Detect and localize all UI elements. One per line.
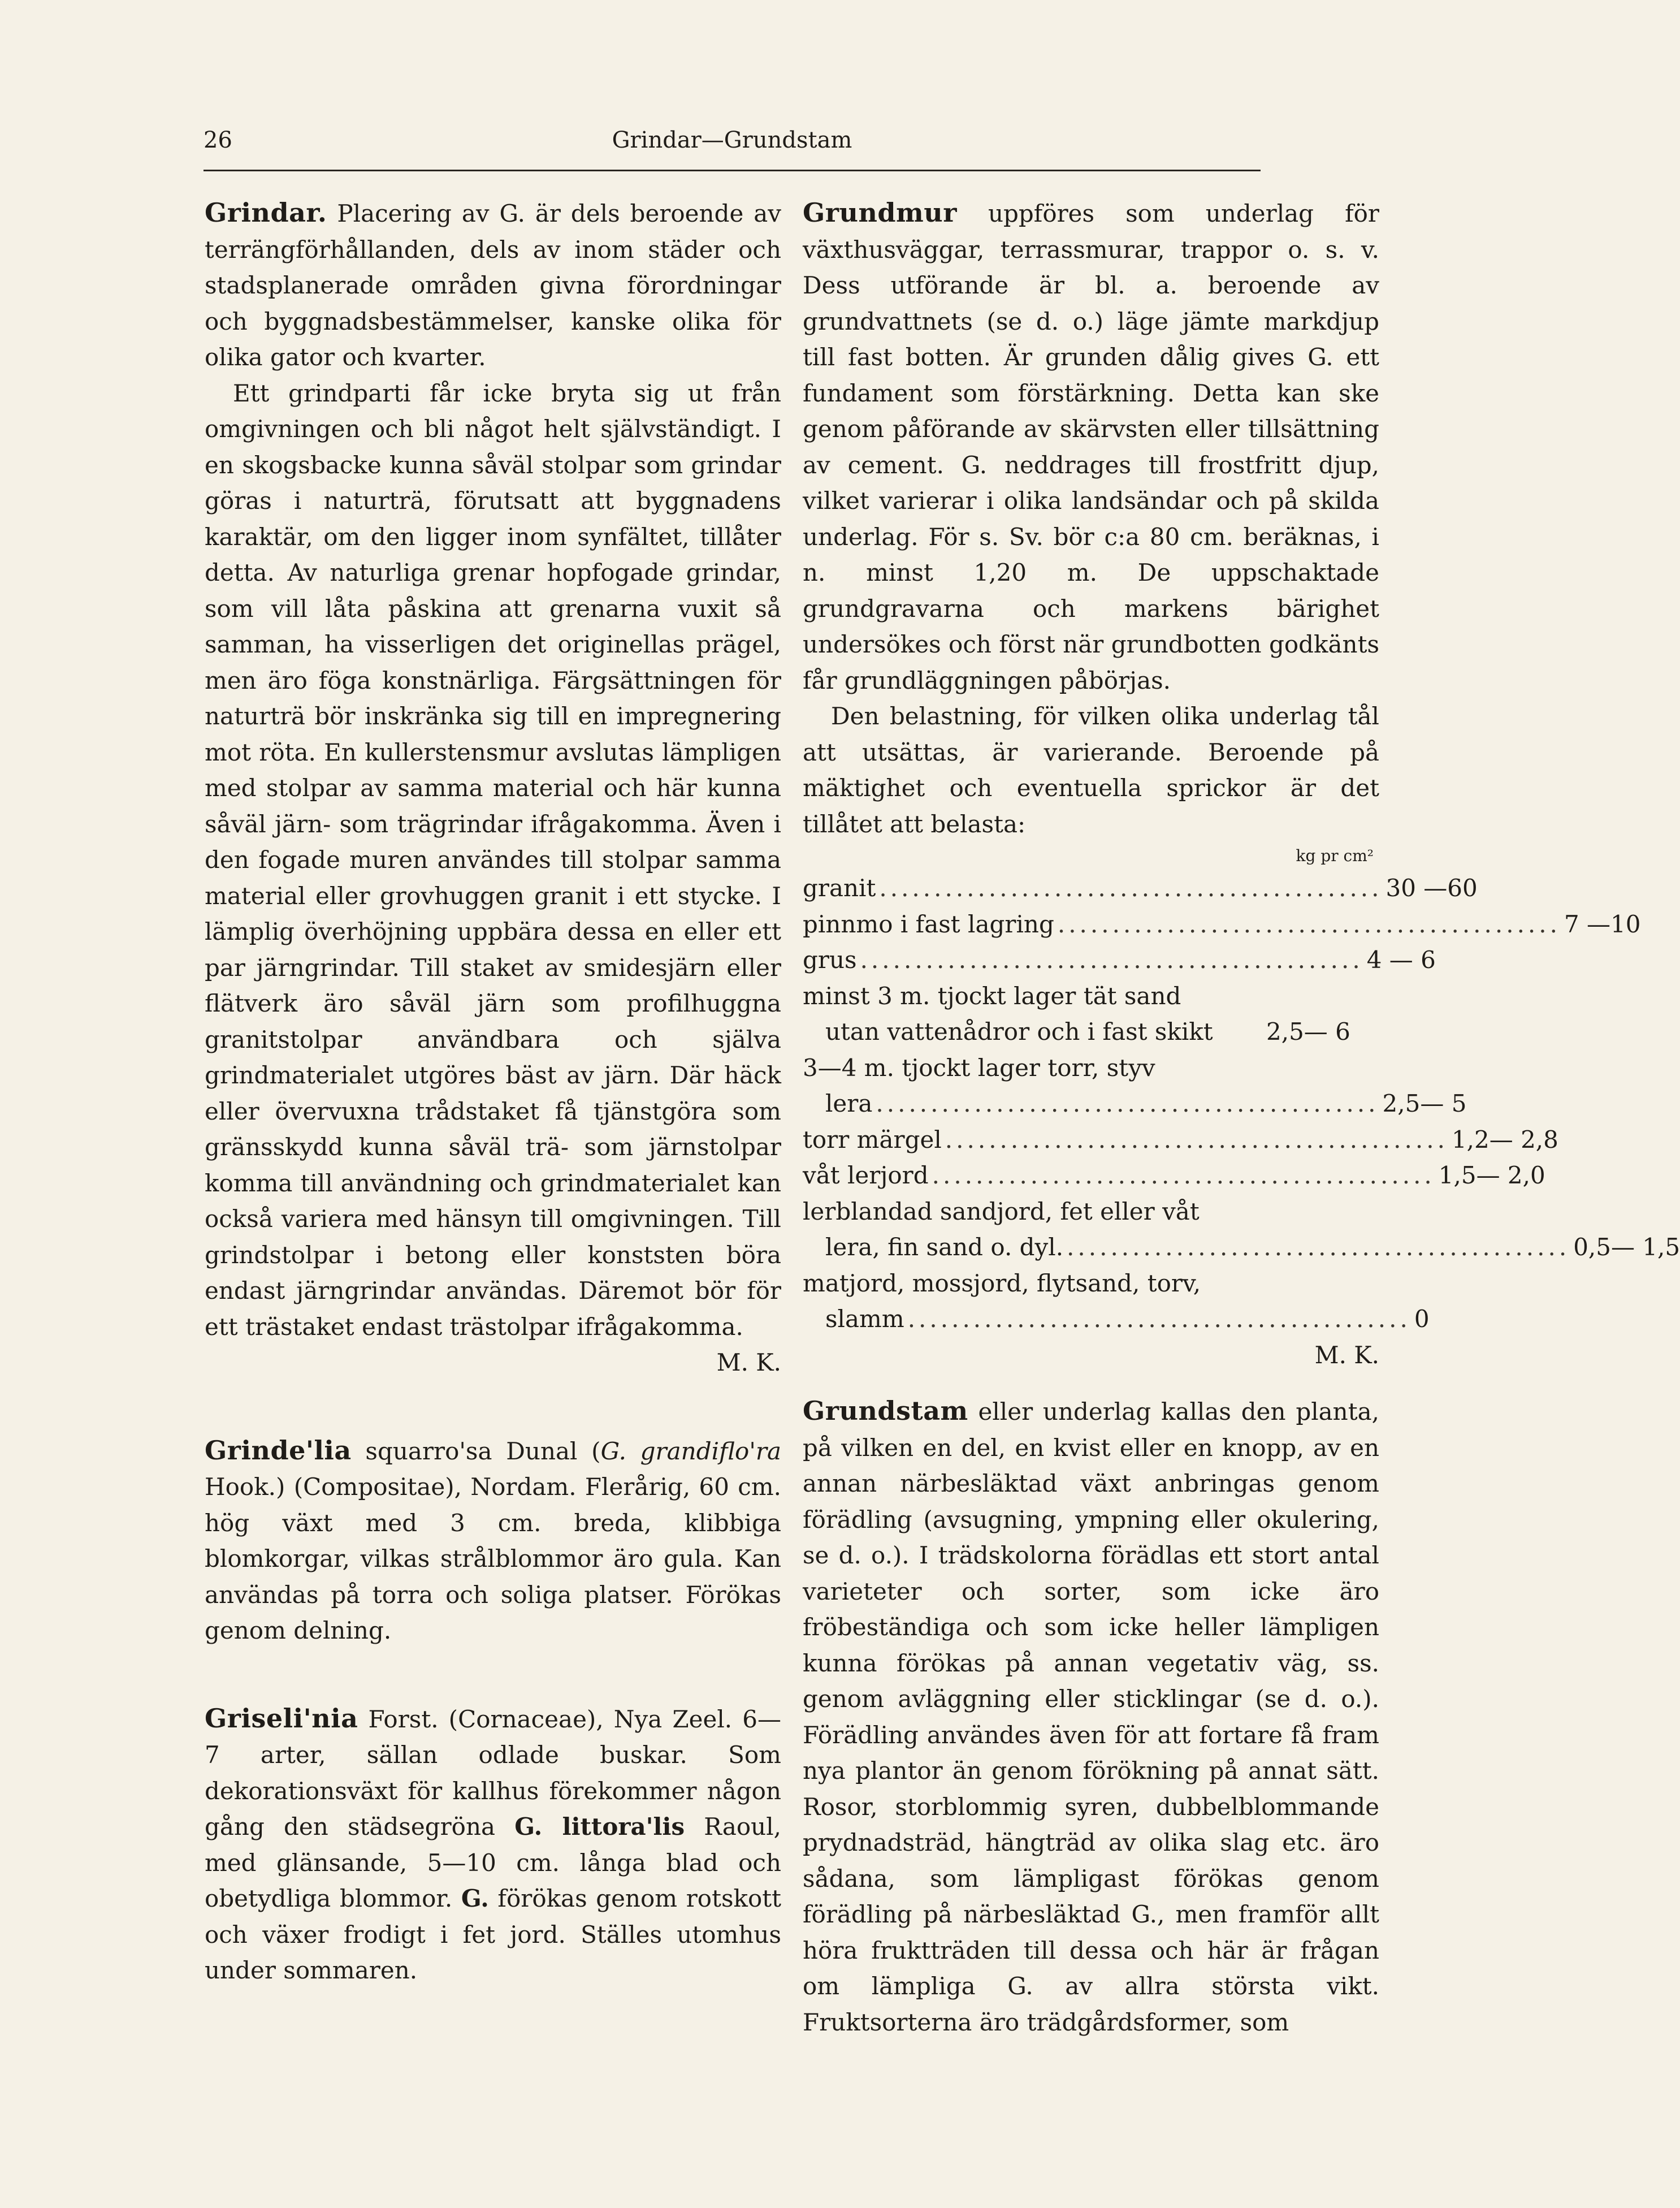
table-row-label: matjord, mossjord, flytsand, torv, — [803, 1269, 1201, 1297]
table-row: lera, fin sand o. dyl. .............................................. 0,5— 1,5 — [825, 1233, 1680, 1261]
grindelia-text-a: squarro'sa Dunal ( — [351, 1437, 601, 1465]
load-unit: kg pr cm² — [1296, 846, 1374, 865]
grundmur-p1: uppföres som underlag för växthusväggar, terrassmurar, trappor o. s. v. Dess utförande är bl. a. beroende av grundvattnets (se d. o.) läge jämte markdjup till fast botten. Är grunden dålig gives G. ett fundament som förstärkning. Detta kan ske genom påförande av skärvsten eller tillsättning av cement. G. neddrages till frostfritt djup, vilket varierar i olika landsändar och på skilda underlag. För s. Sv. bör c:a 80 cm. beräknas, i n. minst 1,20 m. De uppschaktade grundgravarna och markens bärighet undersökes och först när grundbotten godkänts får grundläggningen påbörjas. — [803, 200, 1379, 694]
griselinia-text-b: Raoul, med glänsande, 5—10 cm. långa blad och obetydliga blommor. — [205, 1813, 781, 1912]
headword-griselinia: Griseli'nia — [205, 1703, 358, 1734]
grundstam-text: eller underlag kallas den planta, på vilken en del, en kvist eller en knopp, av en annan närbesläktad växt anbringas genom förädling (avsugning, ympning eller okulering, se d. o.). I trädskolorna förädlas ett stort antal varieteter och sorter, som icke äro fröbeständiga och som icke heller lämpligen kunna förökas på annan vegetativ väg, ss. genom avläggning eller sticklingar (se d. o.). Förädling användes även för att fortare få fram nya plantor än genom förökning på annat sätt. Rosor, storblommig syren, dubbelblommande prydnadsträd, hängträd av olika slag etc. äro sådana, som lämpligast förökas genom förädling på närbesläktad G., men framför allt höra fruktträden till dessa och här är frågan om lämpliga G. av allra största vikt. Fruktsorterna äro trädgårdsformer, som — [803, 1398, 1379, 2036]
table-row: granit .............................................. 30 —60 — [803, 874, 1478, 902]
signature: M. K. — [716, 1349, 781, 1376]
table-row-label: 3—4 m. tjockt lager torr, styv — [803, 1053, 1155, 1082]
griselinia-text-c: förökas genom rotskott och växer frodigt i fet jord. Ställes utomhus under sommaren. — [205, 1885, 781, 1984]
page-header — [203, 127, 1261, 172]
signature: M. K. — [1314, 1341, 1379, 1369]
header-rule — [203, 170, 1261, 171]
entry-grundmur — [803, 195, 1379, 698]
table-row: slamm .............................................. 0 — [825, 1305, 1430, 1333]
headword-grundmur: Grundmur — [803, 197, 957, 228]
left-column — [205, 195, 781, 1989]
page-number: 26 — [203, 127, 232, 153]
grundmur-p2: Den belastning, för vilken olika underlag tål att utsättas, är varierande. Beroende på mäktighet och eventuella sprickor är det tillåtet att belasta: — [803, 702, 1379, 838]
table-row-label: lerblandad sandjord, fet eller våt — [803, 1197, 1200, 1225]
griselinia-abbrev: G. — [461, 1885, 489, 1912]
right-column — [803, 195, 1680, 2040]
grindar-p2: Ett grindparti får icke bryta sig ut från omgivningen och bli något helt självständigt. I en skogsbacke kunna såväl stolpar som grindar göras i naturträ, förutsatt att byggnadens karaktär, om den ligger inom synfältet, tillåter detta. Av naturliga grenar hopfogade grindar, som vill låta påskina att grenarna vuxit så samman, ha visserligen det originellas prägel, men äro föga konstnärliga. Färgsättningen för naturträ bör inskränka sig till en impregnering mot röta. En kullerstensmur avslutas lämpligen med stolpar av samma material och här kunna såväl järn- som trägrindar ifrågakomma. Även i den fogade muren användes till stolpar samma material eller grovhuggen granit i ett stycke. I lämplig överhöjning uppbära dessa en eller ett par järngrindar. Till staket av smidesjärn eller flätverk äro såväl järn som profilhuggna granitstolpar användbara och själva grindmaterialet utgöres bäst av järn. Där häck eller övervuxna trådstaket få tjänstgöra som gränsskydd kunna såväl trä- som järnstolpar komma till användning och grindmaterialet kan också variera med hänsyn till omgivningen. Till grindstolpar i betong eller konststen böra endast järngrindar användas. Däremot bör för ett trästaket endast trästolpar ifrågakomma. — [205, 379, 781, 1341]
headword-grindar: Grindar. — [205, 197, 327, 228]
entry-griselinia — [205, 1701, 781, 1989]
table-row: våt lerjord .............................................. 1,5— 2,0 — [803, 1161, 1545, 1189]
entry-grundstam — [803, 1393, 1379, 2040]
table-row: lera .............................................. 2,5— 5 — [825, 1090, 1467, 1117]
running-title: Grindar—Grundstam — [612, 127, 852, 153]
table-row-label: minst 3 m. tjockt lager tät sand — [803, 982, 1181, 1010]
table-row: utan vattenådror och i fast skikt 2,5— 6 — [825, 1018, 1350, 1045]
table-row: grus .............................................. 4 — 6 — [803, 946, 1436, 974]
headword-grindelia: Grinde'lia — [205, 1434, 352, 1466]
griselinia-text-a: Forst. (Cornaceae), Nya Zeel. 6—7 arter, sällan odlade buskar. Som dekorationsväxt för kallhus förekommer någon gång den städsegröna — [205, 1705, 781, 1840]
entry-grindelia — [205, 1433, 781, 1649]
griselinia-species: G. littora'lis — [514, 1813, 685, 1840]
grindelia-text-b: Hook.) (Compositae), Nordam. Flerårig, 60 cm. hög växt med 3 cm. breda, klibbiga blomkorgar, vilkas strålblommor äro gula. Kan användas på torra och soliga platser. Förökas genom delning. — [205, 1473, 781, 1644]
load-table — [803, 870, 1680, 1337]
grindar-p1: Placering av G. är dels beroende av terrängförhållanden, dels av inom städer och stadsplanerade områden givna förordningar och byggnadsbestämmelser, kanske olika för olika gator och kvarter. — [205, 200, 781, 371]
grindelia-synonym: G. grandiflo'ra — [600, 1437, 781, 1465]
table-row: pinnmo i fast lagring .............................................. 7 —10 — [803, 910, 1641, 938]
table-row: torr märgel .............................................. 1,2— 2,8 — [803, 1125, 1558, 1153]
entry-grindar — [205, 195, 781, 375]
headword-grundstam: Grundstam — [803, 1395, 968, 1426]
